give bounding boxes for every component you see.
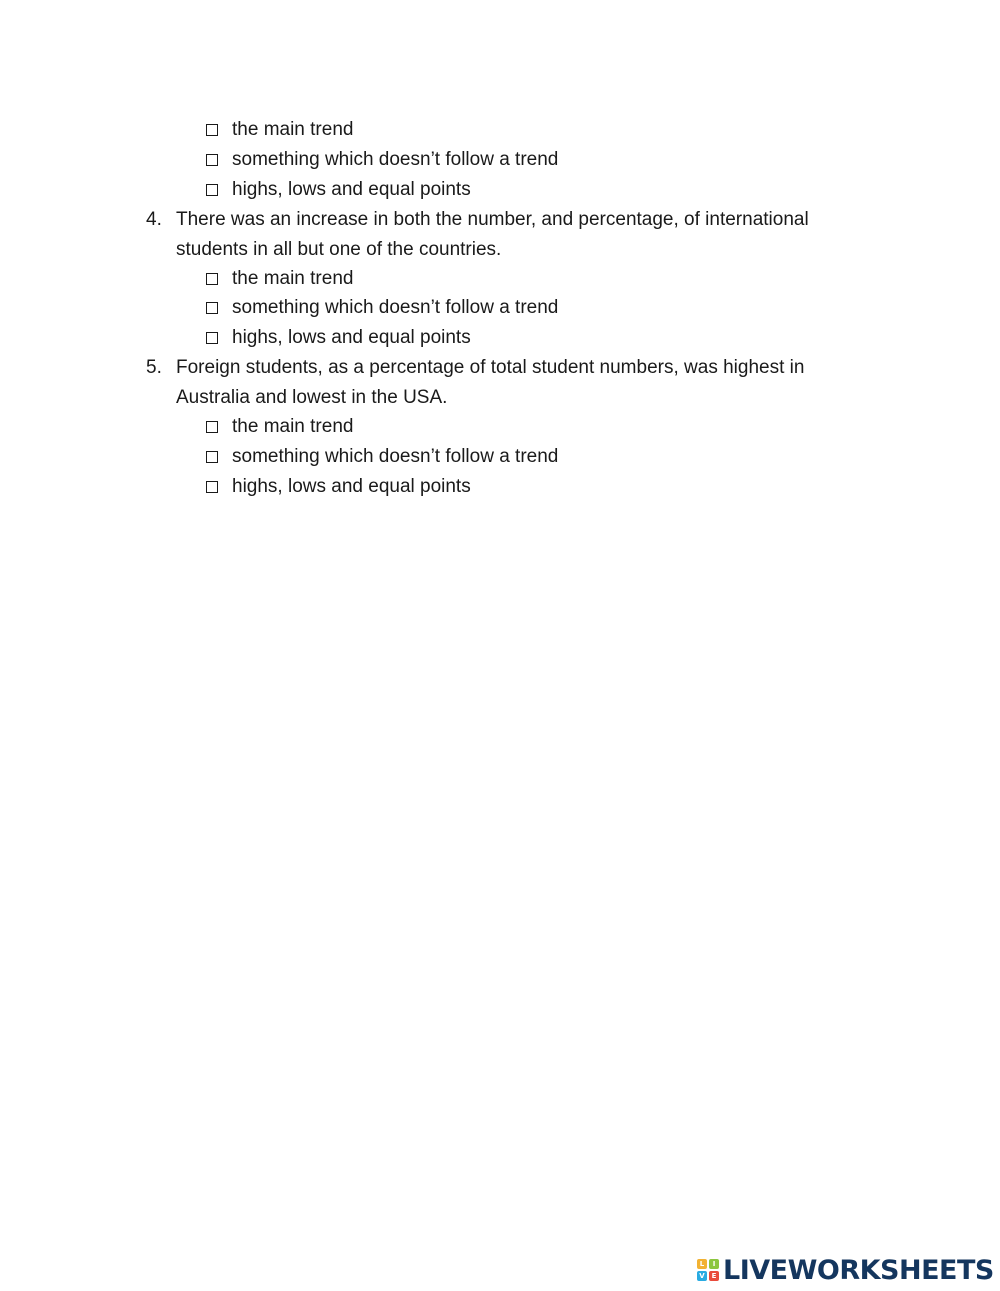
q5-option-label: highs, lows and equal points: [232, 476, 471, 497]
checkbox-icon[interactable]: [206, 421, 218, 433]
q3-option-no-trend[interactable]: [206, 145, 558, 175]
q3-option-label: something which doesn’t follow a trend: [232, 149, 559, 170]
q3-option-label: the main trend: [232, 119, 354, 140]
q5-number: 5.: [146, 357, 162, 378]
logo-mark-letter: E: [709, 1271, 719, 1281]
checkbox-icon[interactable]: [206, 154, 218, 166]
q3-option-main-trend[interactable]: [206, 115, 353, 145]
logo-mark-letter: V: [697, 1271, 707, 1281]
q5-text-line1: Foreign students, as a percentage of total student numbers, was highest in: [176, 357, 805, 378]
q4-option-label: something which doesn’t follow a trend: [232, 297, 559, 318]
logo-text: LIVEWORKSHEETS: [723, 1254, 994, 1286]
q5-option-no-trend[interactable]: [206, 442, 558, 472]
q4-text-line2: students in all but one of the countries.: [176, 239, 502, 260]
q4-option-no-trend[interactable]: [206, 293, 558, 323]
q5-option-highs-lows[interactable]: [206, 472, 471, 502]
q5-option-main-trend[interactable]: [206, 412, 353, 442]
logo-mark-letter: I: [709, 1259, 719, 1269]
q5-text-line2: Australia and lowest in the USA.: [176, 387, 448, 408]
checkbox-icon[interactable]: [206, 451, 218, 463]
q4-option-highs-lows[interactable]: [206, 323, 471, 353]
q5-option-label: something which doesn’t follow a trend: [232, 446, 559, 467]
q3-option-highs-lows[interactable]: [206, 175, 471, 205]
checkbox-icon[interactable]: [206, 332, 218, 344]
logo-mark-letter: L: [697, 1259, 707, 1269]
checkbox-icon[interactable]: [206, 124, 218, 136]
q4-option-main-trend[interactable]: [206, 264, 353, 294]
checkbox-icon[interactable]: [206, 273, 218, 285]
q4-number: 4.: [146, 209, 162, 230]
checkbox-icon[interactable]: [206, 302, 218, 314]
logo-mark-icon: [697, 1259, 719, 1281]
q3-option-label: highs, lows and equal points: [232, 179, 471, 200]
q5-option-label: the main trend: [232, 416, 354, 437]
checkbox-icon[interactable]: [206, 184, 218, 196]
q4-option-label: highs, lows and equal points: [232, 327, 471, 348]
liveworksheets-logo: [697, 1254, 994, 1286]
q4-option-label: the main trend: [232, 268, 354, 289]
checkbox-icon[interactable]: [206, 481, 218, 493]
q4-text-line1: There was an increase in both the number, and percentage, of international: [176, 209, 809, 230]
